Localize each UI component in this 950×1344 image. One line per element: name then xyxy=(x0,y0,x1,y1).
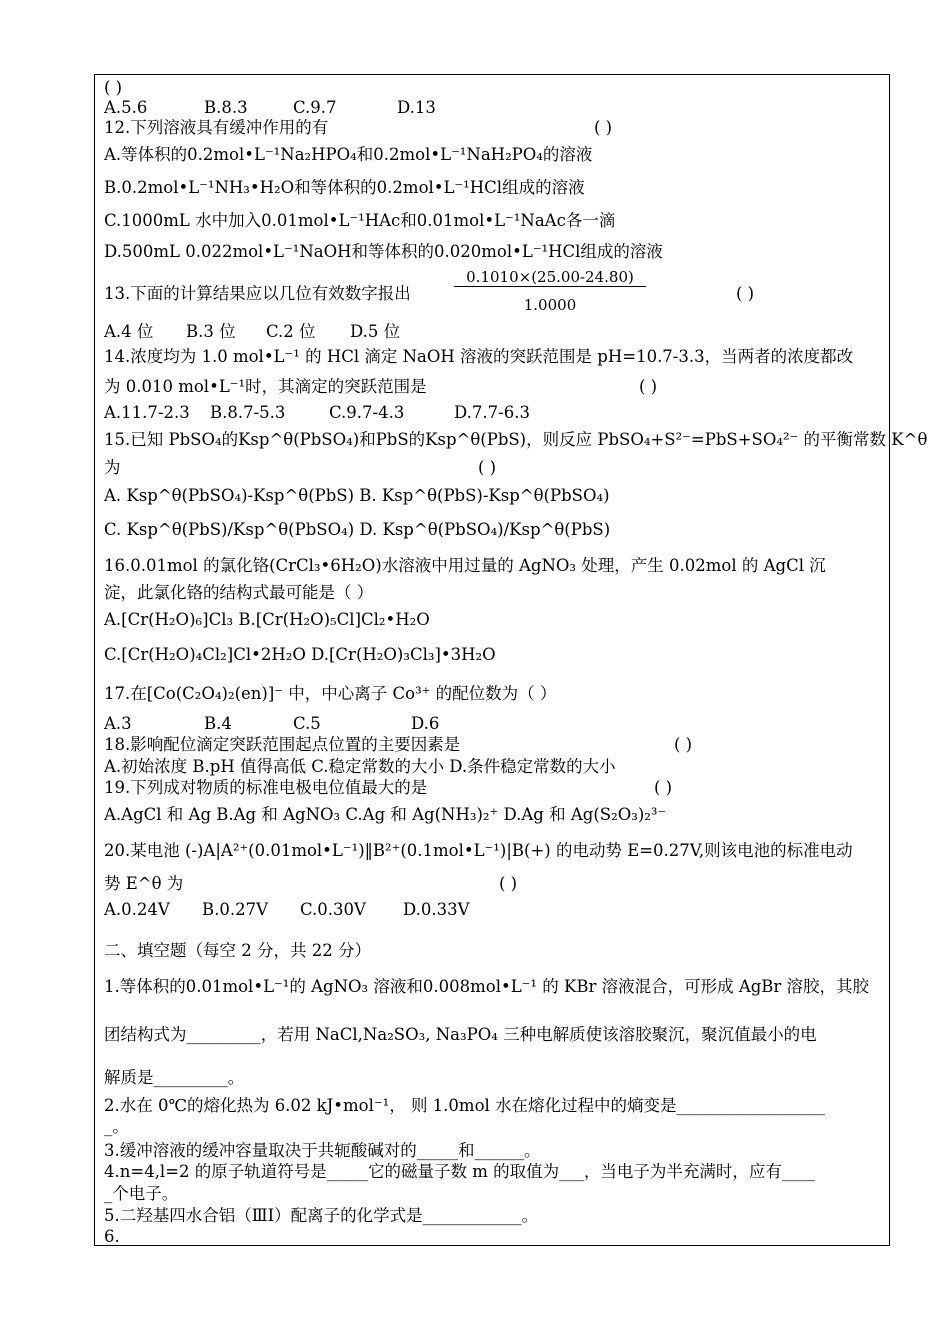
q14-stem-cont: 为 0.010 mol•L⁻¹时，其滴定的突跃范围是 ( ) xyxy=(104,377,658,396)
q16-options-ab: A.[Cr(H₂O)₆]Cl₃ B.[Cr(H₂O)₅Cl]Cl₂•H₂O xyxy=(104,610,430,629)
answer-paren: ( ) xyxy=(654,778,673,797)
option-c: C.2 位 xyxy=(266,322,316,341)
q16-options-cd: C.[Cr(H₂O)₄Cl₂]Cl•2H₂O D.[Cr(H₂O)₃Cl₃]•3H₂O xyxy=(104,645,496,664)
section-2-heading: 二、填空题（每空 2 分，共 22 分） xyxy=(104,941,371,960)
q19-stem: 19.下列成对物质的标准电极电位值最大的是 ( ) xyxy=(104,778,673,797)
answer-paren: ( ) xyxy=(499,874,518,893)
q11-options xyxy=(104,98,884,118)
q12-option-d: D.500mL 0.022mol•L⁻¹NaOH和等体积的0.020mol•L⁻¹HCl组成的溶液 xyxy=(104,242,663,261)
q17-options xyxy=(104,714,884,734)
q20-stem: 20.某电池 (-)A|A²⁺(0.01mol•L⁻¹)‖B²⁺(0.1mol•L⁻¹)|B(+) 的电动势 E=0.27V,则该电池的标准电动 xyxy=(104,841,853,860)
option-d: D.0.33V xyxy=(403,900,470,919)
q15-options-cd: C. Ksp^θ(PbS)/Ksp^θ(PbSO₄) D. Ksp^θ(PbSO₄)/Ksp^θ(PbS) xyxy=(104,520,611,539)
option-a: A.4 位 xyxy=(104,322,154,341)
fill-2: 2.水在 0℃的熔化热为 6.02 kJ•mol⁻¹， 则 1.0mol 水在熔化过程中的熵变是__________________ xyxy=(104,1096,826,1115)
q15-stem-cont: 为 ( ) xyxy=(104,458,497,477)
option-d: D.6 xyxy=(411,714,440,733)
q15-options-ab: A. Ksp^θ(PbSO₄)-Ksp^θ(PbS) B. Ksp^θ(PbS)-Ksp^θ(PbSO₄) xyxy=(104,486,610,505)
answer-paren: ( ) xyxy=(736,284,755,303)
q18-options: A.初始浓度 B.pH 值得高低 C.稳定常数的大小 D.条件稳定常数的大小 xyxy=(104,757,616,776)
fill-5: 5.二羟基四水合铝（ⅢI）配离子的化学式是____________。 xyxy=(104,1206,539,1225)
option-a: A.11.7-2.3 xyxy=(104,403,190,422)
option-b: B.4 xyxy=(204,714,232,733)
q16-stem-cont: 淀，此氯化铬的结构式最可能是（ ） xyxy=(104,583,374,602)
option-a: A.0.24V xyxy=(104,900,170,919)
q19-options: A.AgCl 和 Ag B.Ag 和 AgNO₃ C.Ag 和 Ag(NH₃)₂⁺ D.Ag 和 Ag(S₂O₃)₂³⁻ xyxy=(104,805,667,824)
option-b: B.8.7-5.3 xyxy=(210,403,286,422)
answer-paren: ( ) xyxy=(594,118,613,137)
fill-1: 1.等体积的0.01mol•L⁻¹的 AgNO₃ 溶液和0.008mol•L⁻¹ 的 KBr 溶液混合，可形成 AgBr 溶胶，其胶 xyxy=(104,977,870,996)
answer-paren: ( ) xyxy=(639,377,658,396)
fill-1-cont2: 解质是_________。 xyxy=(104,1068,245,1087)
option-c: C.9.7-4.3 xyxy=(329,403,405,422)
option-b: B.0.27V xyxy=(202,900,269,919)
option-d: D.5 位 xyxy=(350,322,401,341)
q14-options xyxy=(104,403,884,423)
q17-stem: 17.在[Co(C₂O₄)₂(en)]⁻ 中，中心离子 Co³⁺ 的配位数为（ ） xyxy=(104,684,557,703)
option-c: C.5 xyxy=(293,714,321,733)
fraction-denominator: 1.0000 xyxy=(523,296,577,314)
answer-paren: ( ) xyxy=(674,735,693,754)
fraction-numerator: 0.1010×(25.00-24.80) xyxy=(454,268,646,287)
q16-stem: 16.0.01mol 的氯化铬(CrCl₃•6H₂O)水溶液中用过量的 AgNO₃ 处理，产生 0.02mol 的 AgCl 沉 xyxy=(104,556,826,575)
q12-stem: 12.下列溶液具有缓冲作用的有 ( ) xyxy=(104,118,613,137)
option-c: C.9.7 xyxy=(293,98,337,117)
option-b: B.8.3 xyxy=(204,98,248,117)
q14-stem: 14.浓度均为 1.0 mol•L⁻¹ 的 HCl 滴定 NaOH 溶液的突跃范围是 pH=10.7-3.3，当两者的浓度都改 xyxy=(104,347,854,366)
q12-option-a: A.等体积的0.2mol•L⁻¹Na₂HPO₄和0.2mol•L⁻¹NaH₂PO₄的溶液 xyxy=(104,145,593,164)
q12-option-b: B.0.2mol•L⁻¹NH₃•H₂O和等体积的0.2mol•L⁻¹HCl组成的溶液 xyxy=(104,178,585,197)
q12-option-c: C.1000mL 水中加入0.01mol•L⁻¹HAc和0.01mol•L⁻¹NaAc各一滴 xyxy=(104,211,616,230)
q15-stem: 15.已知 PbSO₄的Ksp^θ(PbSO₄)和PbS的Ksp^θ(PbS)，则反应 PbSO₄+S²⁻=PbS+SO₄²⁻ 的平衡常数 K^θ xyxy=(104,430,928,449)
fill-3: 3.缓冲溶液的缓冲容量取决于共轭酸碱对的_____和______。 xyxy=(104,1141,541,1160)
option-a: A.5.6 xyxy=(104,98,148,117)
q13-options xyxy=(104,322,884,342)
fill-1-cont: 团结构式为_________，若用 NaCl,Na₂SO₃, Na₃PO₄ 三种电解质使该溶胶聚沉，聚沉值最小的电 xyxy=(104,1025,817,1044)
q13-stem: 13.下面的计算结果应以几位有效数字报出 0.1010×(25.00-24.80) 1.0000 ( ) xyxy=(104,268,755,314)
fill-4-cont: _个电子。 xyxy=(104,1184,179,1203)
option-d: D.7.7-6.3 xyxy=(454,403,530,422)
q11-paren: ( ) xyxy=(104,78,123,97)
answer-paren: ( ) xyxy=(478,458,497,477)
option-c: C.0.30V xyxy=(300,900,366,919)
fill-6: 6. xyxy=(104,1227,120,1246)
fill-2-cont: _。 xyxy=(104,1117,129,1136)
option-a: A.3 xyxy=(104,714,132,733)
q20-stem-cont: 势 E^θ 为 ( ) xyxy=(104,874,518,893)
q18-stem: 18.影响配位滴定突跃范围起点位置的主要因素是 ( ) xyxy=(104,735,693,754)
q20-options xyxy=(104,900,884,920)
fill-4: 4.n=4,l=2 的原子轨道符号是_____它的磁量子数 m 的取值为___，当电子为半充满时，应有____ xyxy=(104,1162,815,1181)
option-b: B.3 位 xyxy=(186,322,236,341)
option-d: D.13 xyxy=(397,98,436,117)
